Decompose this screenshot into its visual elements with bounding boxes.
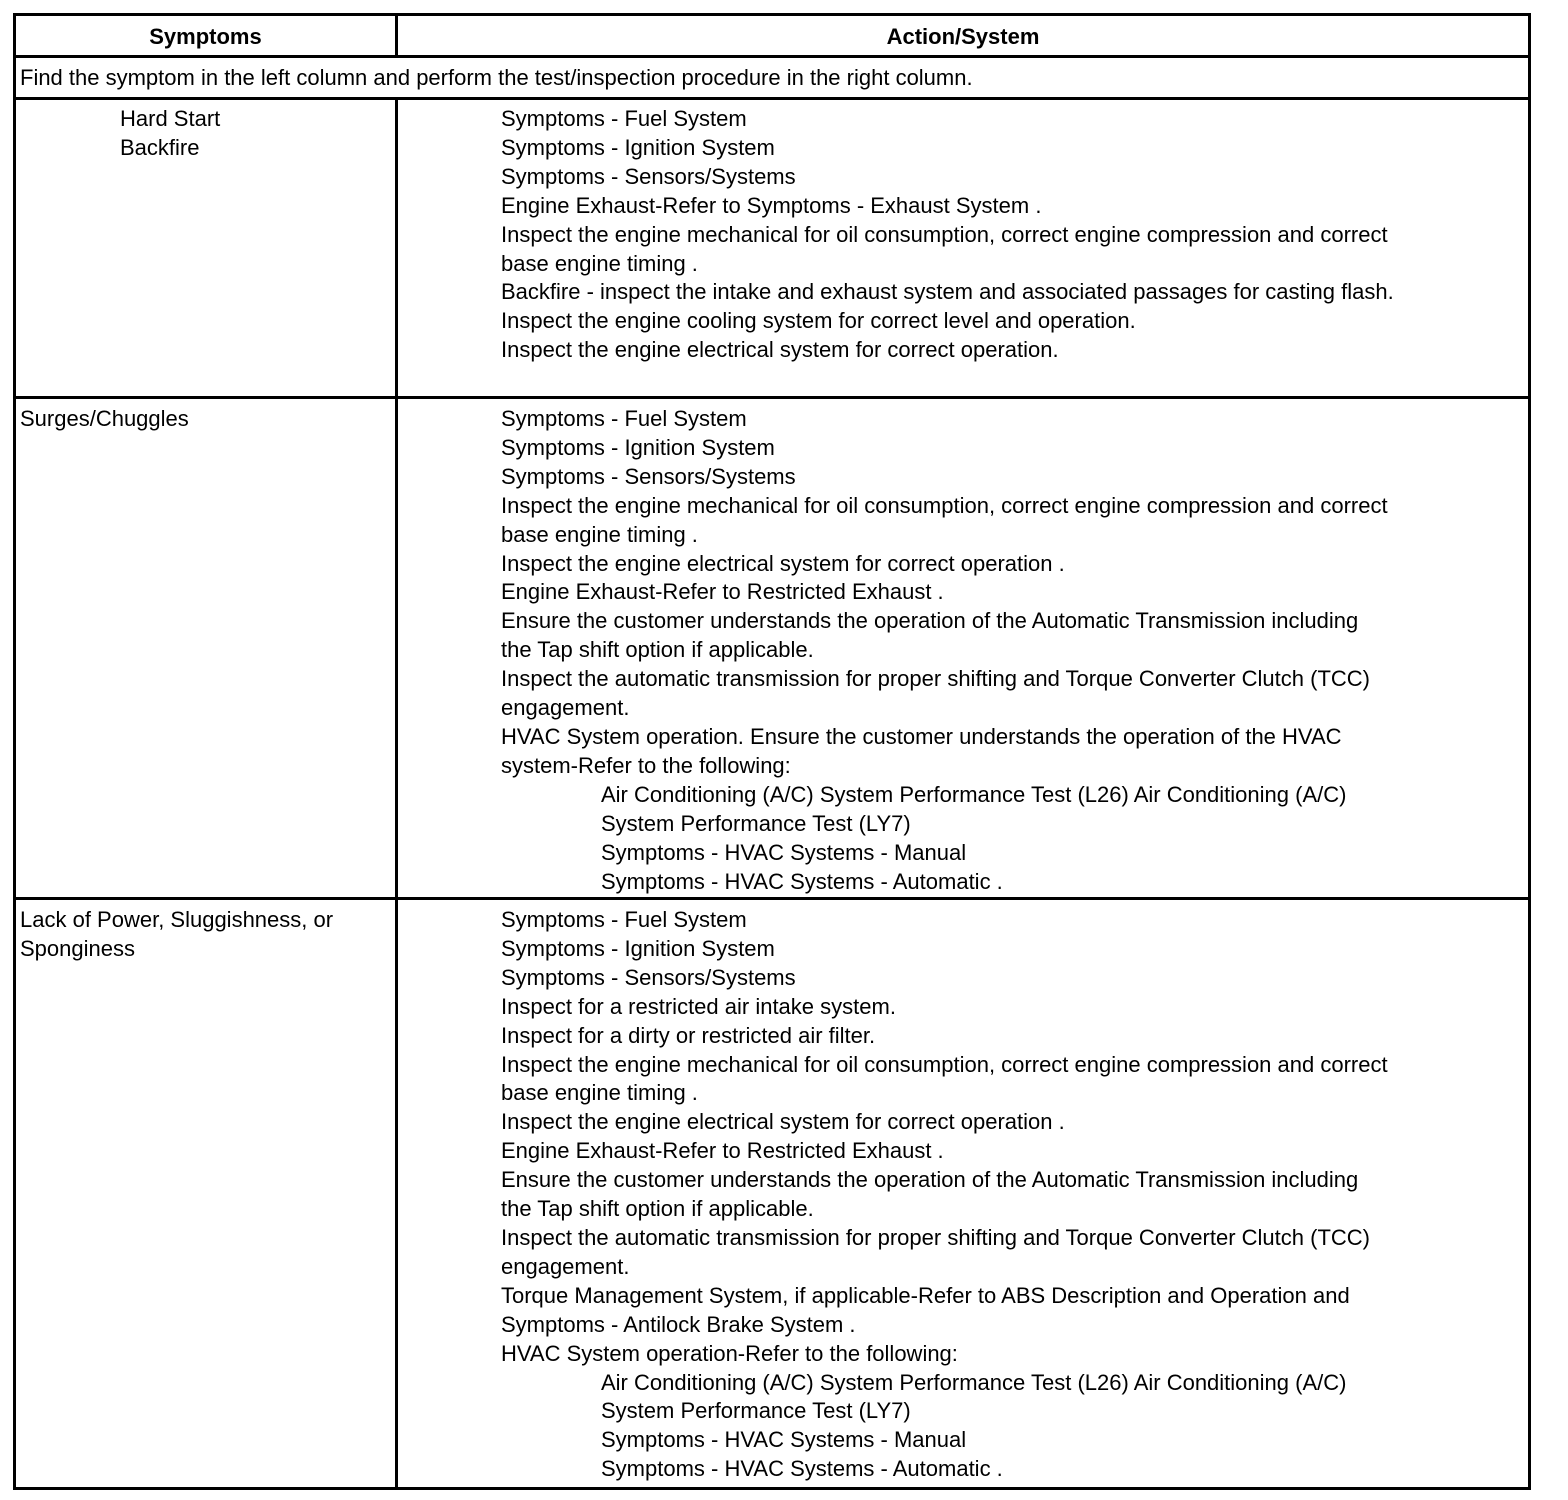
action-line: System Performance Test (LY7): [601, 1398, 911, 1424]
action-line: Engine Exhaust-Refer to Restricted Exhaust .: [501, 579, 944, 605]
action-line: Engine Exhaust-Refer to Symptoms - Exhaust System .: [501, 192, 1042, 218]
action-line: Inspect the engine mechanical for oil consumption, correct engine compression and correct: [501, 221, 1388, 247]
action-line: Inspect the automatic transmission for proper shifting and Torque Converter Clutch (TCC): [501, 1224, 1370, 1250]
action-line: Air Conditioning (A/C) System Performance Test (L26) Air Conditioning (A/C): [601, 781, 1347, 807]
action-line: Symptoms - Fuel System: [501, 907, 747, 932]
action-line: Inspect the engine electrical system for correct operation.: [501, 337, 1059, 363]
symptom-label: Lack of Power, Sluggishness, or: [20, 907, 334, 932]
column-divider-body: [395, 97, 398, 1490]
action-line: Backfire - inspect the intake and exhaust system and associated passages for casting flash.: [501, 279, 1394, 305]
header-action-system: Action/System: [886, 24, 1040, 49]
action-line: HVAC System operation-Refer to the following:: [501, 1340, 958, 1366]
action-line: base engine timing .: [501, 521, 698, 547]
symptom-label: Backfire: [120, 134, 200, 160]
action-line: Symptoms - HVAC Systems - Manual: [601, 839, 967, 865]
row-3-symptoms: [20, 906, 333, 964]
action-line: Symptoms - HVAC Systems - Manual: [601, 1427, 967, 1453]
header-divider: [13, 55, 1531, 58]
row-2-symptoms: [20, 405, 189, 434]
row-1-symptoms: [120, 105, 220, 163]
action-line: Engine Exhaust-Refer to Restricted Exhaust .: [501, 1138, 944, 1164]
action-line: Inspect the automatic transmission for proper shifting and Torque Converter Clutch (TCC): [501, 666, 1370, 692]
action-line: Symptoms - Ignition System: [501, 134, 775, 160]
action-line: Symptoms - Fuel System: [501, 106, 747, 131]
action-line: engagement.: [501, 1253, 630, 1279]
action-line: Ensure the customer understands the operation of the Automatic Transmission including: [501, 1167, 1359, 1193]
action-line: Ensure the customer understands the operation of the Automatic Transmission including: [501, 608, 1359, 634]
action-line: System Performance Test (LY7): [601, 810, 911, 836]
action-line: Symptoms - Fuel System: [501, 406, 747, 431]
instruction-text: Find the symptom in the left column and perform the test/inspection procedure in the right column.: [20, 65, 973, 90]
action-line: the Tap shift option if applicable.: [501, 637, 814, 663]
action-line: Symptoms - Antilock Brake System .: [501, 1311, 856, 1337]
header-symptoms: Symptoms: [149, 24, 262, 49]
row-2-actions: [501, 405, 1388, 896]
action-line: system-Refer to the following:: [501, 752, 791, 778]
action-line: Inspect the engine cooling system for correct level and operation.: [501, 308, 1136, 334]
action-line: Inspect the engine electrical system for correct operation .: [501, 1109, 1065, 1135]
action-line: Inspect the engine mechanical for oil consumption, correct engine compression and correct: [501, 1051, 1388, 1077]
action-line: Symptoms - Sensors/Systems: [501, 463, 796, 489]
action-line: Torque Management System, if applicable-Refer to ABS Description and Operation and: [501, 1282, 1350, 1308]
action-line: Symptoms - Sensors/Systems: [501, 964, 796, 990]
action-line: Symptoms - Sensors/Systems: [501, 163, 796, 189]
row-3-actions: [501, 906, 1388, 1484]
action-line: Inspect for a dirty or restricted air filter.: [501, 1022, 876, 1048]
action-line: base engine timing .: [501, 250, 698, 276]
action-line: Inspect the engine electrical system for correct operation .: [501, 550, 1065, 576]
symptom-label: Surges/Chuggles: [20, 406, 189, 431]
action-line: Air Conditioning (A/C) System Performance Test (L26) Air Conditioning (A/C): [601, 1369, 1347, 1395]
action-line: Inspect the engine mechanical for oil consumption, correct engine compression and correct: [501, 492, 1388, 518]
action-line: the Tap shift option if applicable.: [501, 1196, 814, 1222]
row-1-actions: [501, 105, 1394, 365]
instruction-divider: [13, 97, 1531, 100]
symptom-label: Hard Start: [120, 106, 221, 131]
action-line: Symptoms - Ignition System: [501, 935, 775, 961]
symptom-label: Sponginess: [20, 935, 135, 961]
action-line: Symptoms - HVAC Systems - Automatic .: [601, 868, 1003, 894]
action-line: HVAC System operation. Ensure the customer understands the operation of the HVAC: [501, 723, 1342, 749]
action-line: engagement.: [501, 695, 630, 721]
row-divider-1: [13, 396, 1531, 399]
action-line: Symptoms - Ignition System: [501, 434, 775, 460]
action-line: Inspect for a restricted air intake system.: [501, 993, 896, 1019]
row-divider-2: [13, 897, 1531, 900]
action-line: base engine timing .: [501, 1080, 698, 1106]
action-line: Symptoms - HVAC Systems - Automatic .: [601, 1456, 1003, 1482]
